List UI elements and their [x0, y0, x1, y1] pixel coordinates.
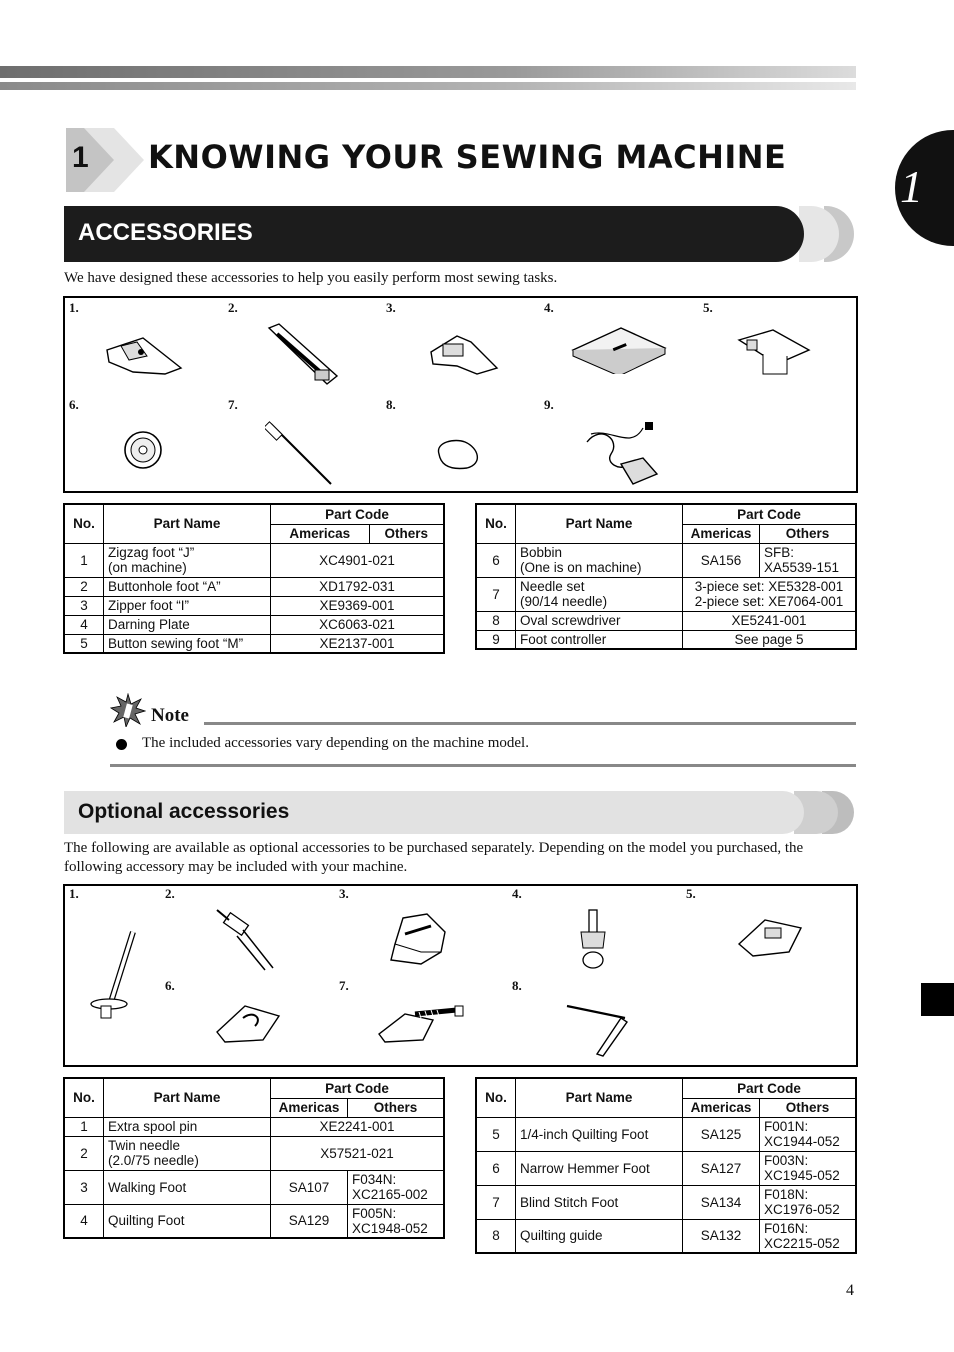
header-bar-top — [0, 66, 856, 78]
note-icon — [110, 693, 146, 727]
header-americas: Americas — [271, 524, 370, 543]
walking-foot-icon — [385, 912, 455, 972]
table-row: 3 Walking Foot SA107 F034N: XC2165-002 — [64, 1170, 444, 1204]
note-divider — [204, 722, 856, 725]
accessories-heading-band — [64, 206, 854, 262]
accessories-table-right: No. Part Name Part Code Americas Others 6 Bobbin (One is on machine) SA156 SFB: XA5539-151 7 Needle set (90/14 needle) 3-piece set: XE5328-001 2-piece set: XE7064-001 8 Oval screwdriver XE5241-001 9 Foot controller See page 5 — [475, 503, 857, 650]
button-sewing-foot-icon — [733, 326, 813, 381]
accessories-table-left — [63, 503, 445, 654]
blind-stitch-foot-icon — [375, 1000, 470, 1045]
image-label: 6. — [69, 397, 79, 412]
image-label: 4. — [544, 300, 554, 315]
table-row: 5 1/4-inch Quilting Foot SA125 F001N: XC1944-052 — [476, 1117, 856, 1151]
narrow-hemmer-foot-icon — [213, 998, 283, 1046]
zipper-foot-icon — [427, 332, 502, 377]
table-row: 8 Quilting guide SA132 F016N: XC2215-052 — [476, 1219, 856, 1253]
table-row: 7 Blind Stitch Foot SA134 F018N: XC1976-052 — [476, 1185, 856, 1219]
image-label: 8. — [386, 397, 396, 412]
image-label: 7. — [339, 978, 349, 993]
image-label: 2. — [165, 886, 175, 901]
bullet-icon — [116, 739, 127, 750]
header-no: No. — [64, 504, 104, 543]
image-label: 6. — [165, 978, 175, 993]
note-text: The included accessories vary depending on the machine model. — [142, 735, 529, 751]
note-title: Note — [151, 705, 189, 726]
table-row: 1 Zigzag foot “J” (on machine) XC4901-021 — [64, 543, 444, 577]
chapter-number: 1 — [72, 141, 89, 174]
table-row: 2 Twin needle (2.0/75 needle) X57521-021 — [64, 1136, 444, 1170]
table-row: 1 Extra spool pin XE2241-001 — [64, 1117, 444, 1136]
side-marker — [921, 983, 954, 1016]
quarter-inch-foot-icon — [735, 914, 805, 962]
table-row: 2 Buttonhole foot “A” XD1792-031 — [64, 577, 444, 596]
darning-plate-icon — [569, 324, 669, 374]
spool-pin-icon — [87, 928, 142, 1023]
optional-table-left: No. Part Name Part Code Americas Others 1 Extra spool pin XE2241-001 2 Twin needle (2.0/75 needle) X57521-021 3 Walking Foot SA107 F034N: XC2165-002 4 Quilting Foot SA129 F005N: XC1948-052 — [63, 1077, 445, 1239]
image-label: 4. — [512, 886, 522, 901]
oval-screwdriver-icon — [431, 436, 486, 472]
foot-controller-icon — [581, 420, 661, 490]
table-row: 3 Zipper foot “I” XE9369-001 — [64, 596, 444, 615]
needle-icon — [265, 420, 340, 490]
table-row: 4 Quilting Foot SA129 F005N: XC1948-052 — [64, 1204, 444, 1238]
bobbin-icon — [121, 428, 166, 473]
optional-table-right: No. Part Name Part Code Americas Others 5 1/4-inch Quilting Foot SA125 F001N: XC1944-052 6 Narrow Hemmer Foot SA127 F003N: XC1945-052 7 Blind Stitch Foot SA134 F018N: XC1976-052 8 Quilting guide SA132 F016N: XC2215-052 — [475, 1077, 857, 1254]
image-label: 8. — [512, 978, 522, 993]
table-row: 4 Darning Plate XC6063-021 — [64, 615, 444, 634]
image-label: 7. — [228, 397, 238, 412]
table-row: 6 Bobbin (One is on machine) SA156 SFB: XA5539-151 — [476, 543, 856, 577]
quilting-foot-icon — [575, 908, 615, 974]
image-label: 1. — [69, 886, 79, 901]
chapter-tab-number: 1 — [900, 161, 923, 212]
quilting-guide-icon — [563, 1000, 633, 1060]
image-label: 3. — [339, 886, 349, 901]
note-bottom-divider — [110, 764, 856, 767]
accessories-heading: ACCESSORIES — [78, 219, 253, 246]
header-others: Others — [369, 524, 444, 543]
page-number: 4 — [846, 1282, 854, 1299]
header-bar-bottom — [0, 82, 856, 90]
optional-heading-band — [64, 791, 854, 834]
table-row: 6 Narrow Hemmer Foot SA127 F003N: XC1945-052 — [476, 1151, 856, 1185]
chapter-title: KNOWING YOUR SEWING MACHINE — [148, 138, 787, 176]
optional-intro: The following are available as optional accessories to be purchased separately. Depending on the model you purchased, the following accessory may be included with your machine. — [64, 840, 804, 875]
optional-heading: Optional accessories — [78, 800, 290, 823]
image-label: 1. — [69, 300, 79, 315]
zigzag-foot-icon — [103, 328, 188, 378]
buttonhole-foot-icon — [263, 320, 343, 390]
table-row: 8 Oval screwdriver XE5241-001 — [476, 611, 856, 630]
header-part-name: Part Name — [104, 504, 271, 543]
twin-needle-icon — [213, 908, 283, 973]
image-label: 9. — [544, 397, 554, 412]
table-row: 5 Button sewing foot “M” XE2137-001 — [64, 634, 444, 653]
image-label: 5. — [703, 300, 713, 315]
accessories-illustrations — [63, 296, 858, 493]
header-part-code: Part Code — [271, 504, 445, 524]
accessories-intro: We have designed these accessories to help you easily perform most sewing tasks. — [64, 270, 558, 286]
image-label: 5. — [686, 886, 696, 901]
table-row: 9 Foot controller See page 5 — [476, 630, 856, 649]
image-label: 2. — [228, 300, 238, 315]
optional-illustrations — [63, 884, 858, 1067]
table-row: 7 Needle set (90/14 needle) 3-piece set: XE5328-001 2-piece set: XE7064-001 — [476, 577, 856, 611]
image-label: 3. — [386, 300, 396, 315]
